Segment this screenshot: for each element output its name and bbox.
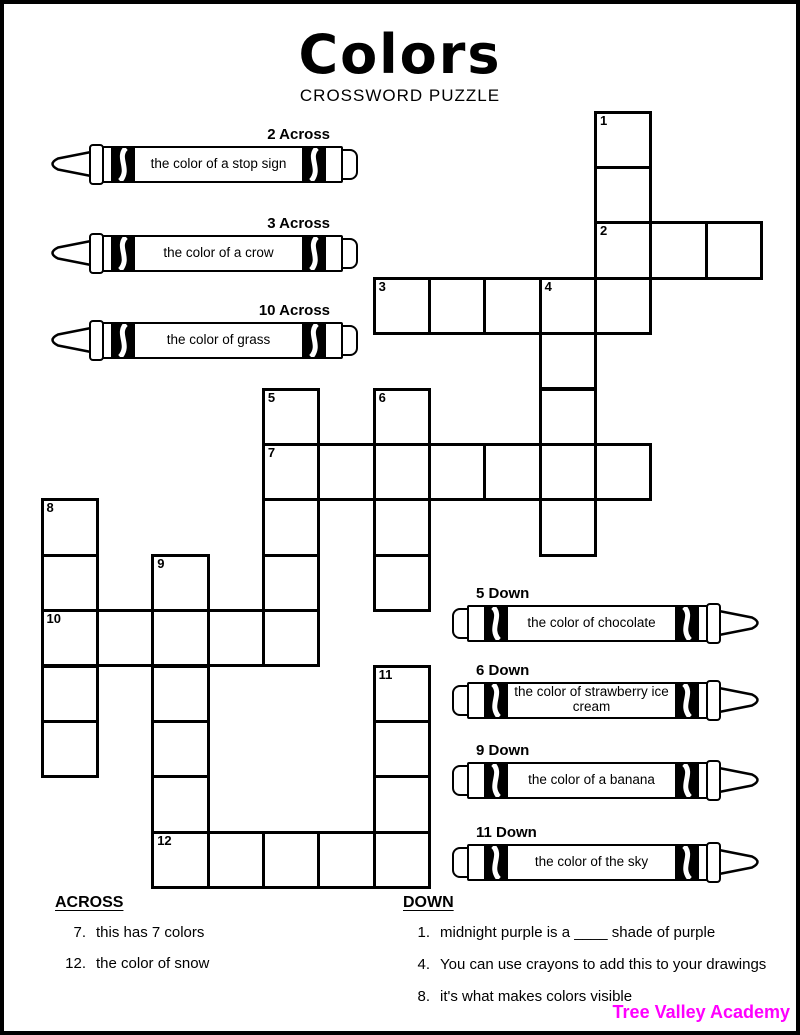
crayon-body — [101, 146, 343, 183]
across-heading: ACROSS — [55, 894, 124, 911]
grid-cell[interactable] — [649, 221, 707, 279]
crayon-illustration — [46, 144, 358, 184]
crayon-tip-icon — [46, 325, 92, 355]
cell-number: 12 — [157, 832, 172, 848]
grid-cell[interactable] — [373, 775, 431, 833]
clue-item — [398, 956, 790, 973]
grid-cell[interactable] — [373, 831, 431, 889]
grid-cell[interactable] — [41, 498, 99, 556]
crayon-body-gap — [103, 324, 111, 357]
clue-text: the color of snow — [96, 955, 210, 972]
cell-number: 2 — [600, 223, 608, 239]
crayon-body-gap — [469, 846, 484, 879]
grid-cell[interactable] — [207, 831, 265, 889]
crayon-clue — [452, 585, 764, 643]
grid-cell[interactable] — [262, 498, 320, 556]
crayon-clue-label: 2 Across — [267, 126, 330, 143]
crayon-body-gap — [103, 237, 111, 270]
site-watermark: Tree Valley Academy — [612, 1002, 790, 1022]
crayon-clue-text: the color of a stop sign — [150, 155, 287, 171]
crayon-collar — [706, 603, 721, 644]
crayon-band-icon — [675, 607, 699, 640]
clue-item — [398, 924, 790, 941]
crayon-body-gap — [326, 324, 341, 357]
crayon-band-icon — [302, 324, 326, 357]
down-heading: DOWN — [403, 894, 454, 911]
grid-cell[interactable] — [428, 277, 486, 335]
crayon-collar — [706, 680, 721, 721]
grid-cell[interactable] — [151, 720, 209, 778]
grid-cell[interactable] — [151, 554, 209, 612]
crayon-tip-icon — [46, 149, 92, 179]
crayon-body — [467, 844, 709, 881]
crayon-tip-icon — [718, 685, 764, 715]
crayon-clue — [452, 824, 764, 882]
grid-cell[interactable] — [483, 277, 541, 335]
grid-cell[interactable] — [151, 665, 209, 723]
clue-number: 12. — [65, 955, 86, 972]
grid-cell[interactable] — [539, 332, 597, 390]
cell-number: 5 — [267, 389, 276, 405]
crayon-band-icon — [484, 846, 508, 879]
grid-cell[interactable] — [262, 609, 320, 667]
grid-cell[interactable] — [539, 498, 597, 556]
page-title: Colors — [298, 23, 502, 86]
crayon-clue-label: 6 Down — [476, 662, 530, 679]
crayon-clue-label: 3 Across — [267, 215, 330, 232]
cell-number: 7 — [267, 444, 276, 460]
grid-cell[interactable] — [151, 775, 209, 833]
cell-number: 4 — [544, 278, 552, 294]
cell-number: 3 — [378, 278, 386, 294]
grid-cell[interactable] — [373, 277, 431, 335]
clue-number: 8. — [417, 988, 430, 1005]
crayon-band-icon — [675, 684, 699, 717]
crayon-body — [467, 762, 709, 799]
clue-item — [40, 955, 380, 972]
crayon-body — [101, 235, 343, 272]
crayon-clue-text: the color of strawberry ice cream — [514, 684, 669, 714]
grid-cell[interactable] — [262, 388, 320, 446]
crayon-clue-text: the color of a banana — [528, 771, 655, 787]
crayon-clue-text: the color of the sky — [534, 853, 649, 869]
crayon-band-icon — [484, 764, 508, 797]
grid-cell[interactable] — [207, 609, 265, 667]
down-rows — [398, 924, 790, 1005]
crayon-illustration — [46, 320, 358, 360]
crayon-clue-text: the color of chocolate — [527, 614, 656, 630]
crayon-illustration — [46, 233, 358, 273]
crayon-collar — [706, 760, 721, 801]
grid-cell[interactable] — [594, 111, 652, 169]
grid-cell[interactable] — [594, 277, 652, 335]
crayon-band-icon — [675, 846, 699, 879]
crayon-band-icon — [111, 237, 135, 270]
crayon-clue — [46, 215, 358, 273]
grid-cell[interactable] — [539, 277, 597, 335]
clue-number: 1. — [417, 924, 430, 941]
crayon-clue-label: 10 Across — [258, 302, 330, 319]
grid-cell[interactable] — [594, 166, 652, 224]
grid-cell[interactable] — [539, 443, 597, 501]
crayon-tip-icon — [718, 847, 764, 877]
clue-text: midnight purple is a ____ shade of purple — [440, 924, 716, 941]
crayon-body-gap — [326, 237, 341, 270]
crayon-band-icon — [111, 324, 135, 357]
crayon-clue-label: 5 Down — [476, 585, 530, 602]
crayon-illustration — [452, 842, 764, 882]
grid-cell[interactable] — [262, 831, 320, 889]
crayon-body — [467, 682, 709, 719]
clue-text: this has 7 colors — [96, 924, 205, 941]
crayon-tip-icon — [718, 765, 764, 795]
crayon-body-gap — [469, 607, 484, 640]
clue-item — [40, 924, 380, 941]
grid-cell[interactable] — [594, 221, 652, 279]
crayon-clue — [46, 126, 358, 184]
grid-cell[interactable] — [373, 720, 431, 778]
grid-cell[interactable] — [262, 554, 320, 612]
crayon-clue — [452, 742, 764, 800]
grid-cell[interactable] — [96, 609, 154, 667]
crayon-band-icon — [484, 684, 508, 717]
crayon-body — [467, 605, 709, 642]
crayon-band-icon — [484, 607, 508, 640]
grid-cell[interactable] — [262, 443, 320, 501]
crayon-collar — [89, 144, 104, 185]
grid-cell[interactable] — [151, 831, 209, 889]
grid-cell[interactable] — [373, 443, 431, 501]
crayon-illustration — [452, 603, 764, 643]
cell-number: 9 — [157, 555, 165, 571]
crayon-illustration — [452, 760, 764, 800]
grid-cell[interactable] — [373, 498, 431, 556]
grid-cell[interactable] — [41, 665, 99, 723]
across-rows — [40, 924, 380, 972]
across-clue-list — [40, 894, 380, 986]
crayon-illustration — [452, 680, 764, 720]
grid-cell[interactable] — [41, 609, 99, 667]
page-header — [0, 23, 800, 106]
cell-number: 6 — [378, 389, 386, 405]
crayon-tip-icon — [46, 238, 92, 268]
crayon-body-gap — [103, 148, 111, 181]
crayon-collar — [89, 233, 104, 274]
grid-cell[interactable] — [41, 554, 99, 612]
grid-cell[interactable] — [373, 665, 431, 723]
grid-cell[interactable] — [594, 443, 652, 501]
crayon-clue-label: 11 Down — [476, 824, 537, 841]
crayon-band-icon — [111, 148, 135, 181]
crayon-body — [101, 322, 343, 359]
page-subtitle: CROSSWORD PUZZLE — [299, 86, 501, 105]
cell-number: 11 — [378, 666, 393, 682]
crayon-clue — [452, 662, 764, 720]
grid-cell[interactable] — [483, 443, 541, 501]
grid-cell[interactable] — [151, 609, 209, 667]
crayon-band-icon — [675, 764, 699, 797]
crayon-band-icon — [302, 148, 326, 181]
grid-cell[interactable] — [317, 831, 375, 889]
grid-cell[interactable] — [428, 443, 486, 501]
grid-cell[interactable] — [373, 554, 431, 612]
grid-cell[interactable] — [373, 388, 431, 446]
clue-text: You can use crayons to add this to your drawings — [440, 956, 767, 973]
clue-number: 7. — [73, 924, 86, 941]
cell-number: 1 — [600, 112, 608, 128]
clue-text: it's what makes colors visible — [440, 988, 633, 1005]
crayon-clue-text: the color of grass — [166, 331, 271, 347]
grid-cell[interactable] — [705, 221, 763, 279]
crayon-tip-icon — [718, 608, 764, 638]
cell-number: 8 — [46, 500, 54, 516]
crayon-band-icon — [302, 237, 326, 270]
crayon-clue-label: 9 Down — [476, 742, 530, 759]
grid-cell[interactable] — [539, 388, 597, 446]
crayon-collar — [89, 320, 104, 361]
cell-number: 10 — [46, 611, 61, 627]
grid-cell[interactable] — [317, 443, 375, 501]
grid-cell[interactable] — [41, 720, 99, 778]
crayon-clue — [46, 302, 358, 360]
clue-number: 4. — [417, 956, 430, 973]
crayon-body-gap — [326, 148, 341, 181]
crayon-body-gap — [469, 684, 484, 717]
crayon-collar — [706, 842, 721, 883]
crayon-clue-text: the color of a crow — [163, 244, 274, 260]
crayon-body-gap — [469, 764, 484, 797]
